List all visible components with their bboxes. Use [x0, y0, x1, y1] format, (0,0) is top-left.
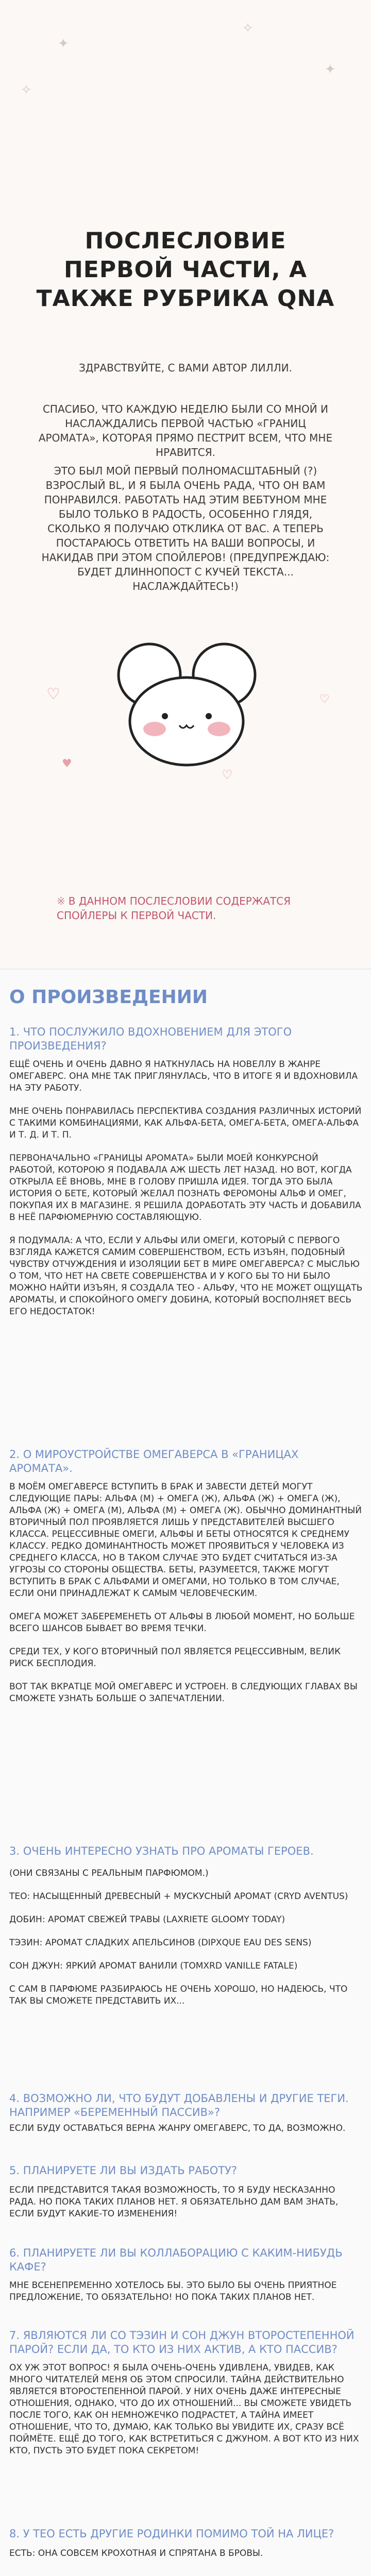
question-2: 2. О МИРОУСТРОЙСТВЕ ОМЕГАВЕРСА В «ГРАНИЦАХ АРОМАТА».	[9, 1448, 299, 1475]
answer-4	[9, 2123, 365, 2134]
sparkle-icon: ✦	[325, 62, 336, 77]
answer-paragraph: СОН ДЖУН: ЯРКИЙ АРОМАТ ВАНИЛИ (TOMXRD VANILLE FATALE)	[9, 1961, 298, 1971]
answer-paragraph: СРЕДИ ТЕХ, У КОГО ВТОРИЧНЫЙ ПОЛ ЯВЛЯЕТСЯ РЕЦЕССИВНЫМ, ВЕЛИК РИСК БЕСПЛОДИЯ.	[9, 1647, 341, 1669]
answer-paragraph: ПЕРВОНАЧАЛЬНО «ГРАНИЦЫ АРОМАТА» БЫЛИ МОЕЙ КОНКУРСНОЙ РАБОТОЙ, КОТОРОЮ Я ПОДАВАЛА АЖ ШЕСТЬ ЛЕТ НАЗАД. НО ВОТ, КОГДА ОТКРЫЛА ЕЁ ВНОВЬ, МНЕ В ГОЛОВУ ПРИШЛА ИДЕЯ. ТОГДА ЭТО БЫЛА ИСТОРИЯ О БЕТЕ, КОТОРЫЙ ЖЕЛАЛ ПОЗНАТЬ ФЕРОМОНЫ АЛЬФ И ОМЕГ, ПОКУПАЯ ИХ В МАГАЗИНЕ. Я РЕШИЛА ДОРАБОТАТЬ ЭТУ ЧАСТЬ И ДОБАВИЛА В НЕЁ ПАРФЮМЕРНУЮ СОСТАВЛЯЮЩУЮ.	[9, 1153, 361, 1223]
intro-paragraph-1: СПАСИБО, ЧТО КАЖДУЮ НЕДЕЛЮ БЫЛИ СО МНОЙ И НАСЛАЖДАЛИСЬ ПЕРВОЙ ЧАСТЬЮ «ГРАНИЦ АРОМАТА», КОТОРАЯ ПРЯМО ПЕСТРИТ ВСЕМ, ЧТО МНЕ НРАВИТСЯ.	[38, 403, 333, 459]
page-title: ПОСЛЕСЛОВИЕ ПЕРВОЙ ЧАСТИ, А ТАКЖЕ РУБРИКА QNA	[36, 228, 335, 312]
answer-2	[9, 1481, 365, 1705]
section-title: О ПРОИЗВЕДЕНИИ	[9, 987, 208, 1008]
mouse-eye-left	[162, 713, 168, 719]
question-7: 7. ЯВЛЯЮТСЯ ЛИ СО ТЭЗИН И СОН ДЖУН ВТОРОСТЕПЕННОЙ ПАРОЙ? ЕСЛИ ДА, ТО КТО ИЗ НИХ АКТИВ, А КТО ПАССИВ?	[9, 2329, 355, 2355]
mouse-cheek-right	[208, 722, 230, 736]
mouse-eye-right	[206, 713, 212, 719]
question-6: 6. ПЛАНИРУЕТЕ ЛИ ВЫ КОЛЛАБОРАЦИЮ С КАКИМ-НИБУДЬ КАФЕ?	[9, 2247, 343, 2273]
answer-paragraph: ОМЕГА МОЖЕТ ЗАБЕРЕМЕНЕТЬ ОТ АЛЬФЫ В ЛЮБОЙ МОМЕНТ, НО БОЛЬШЕ ВСЕГО ШАНСОВ БЫВАЕТ ВО ВРЕМЯ ТЕЧКИ.	[9, 1612, 355, 1634]
answer-paragraph: ЕСТЬ: ОНА СОВСЕМ КРОХОТНАЯ И СПРЯТАНА В БРОВЫ.	[9, 2548, 263, 2558]
answer-paragraph: ЕСЛИ ПРЕДСТАВИТСЯ ТАКАЯ ВОЗМОЖНОСТЬ, ТО Я БУДУ НЕСКАЗАННО РАДА. НО ПОКА ТАКИХ ПЛАНОВ НЕТ. Я ОБЯЗАТЕЛЬНО ДАМ ВАМ ЗНАТЬ, ЕСЛИ БУДУТ КАКИЕ-ТО ИЗМЕНЕНИЯ!	[9, 2185, 339, 2219]
heart-icon: ♡	[46, 685, 60, 703]
answer-6	[9, 2280, 365, 2303]
mouse-illustration	[103, 639, 268, 773]
heart-icon: ♥	[62, 757, 72, 770]
mouse-head	[130, 677, 243, 765]
question-8: 8. У ТЕО ЕСТЬ ДРУГИЕ РОДИНКИ ПОМИМО ТОЙ НА ЛИЦЕ?	[9, 2528, 334, 2540]
mouse-cheek-left	[143, 722, 166, 736]
answer-1	[9, 1059, 365, 1318]
answer-paragraph: МНЕ ОЧЕНЬ ПОНРАВИЛАСЬ ПЕРСПЕКТИВА СОЗДАНИЯ РАЗЛИЧНЫХ ИСТОРИЙ С ТАКИМИ КОМБИНАЦИЯМИ, КАК АЛЬФА-БЕТА, ОМЕГА-БЕТА, ОМЕГА-АЛЬФА И Т. Д. И Т. П.	[9, 1106, 362, 1140]
answer-paragraph: (ОНИ СВЯЗАНЫ С РЕАЛЬНЫМ ПАРФЮМОМ.)	[9, 1868, 209, 1878]
answer-paragraph: ТЭЗИН: АРОМАТ СЛАДКИХ АПЕЛЬСИНОВ (DIPXQUE EAU DES SENS)	[9, 1938, 312, 1948]
answer-paragraph: ЕЩЁ ОЧЕНЬ И ОЧЕНЬ ДАВНО Я НАТКНУЛАСЬ НА НОВЕЛЛУ В ЖАНРЕ ОМЕГАВЕРС. ОНА МНЕ ТАК ПРИГЛЯНУЛАСЬ, ЧТО В ИТОГЕ Я И ВДОХНОВИЛА НА ЭТУ РАБОТУ.	[9, 1059, 358, 1093]
sparkle-icon: ✧	[242, 21, 254, 36]
answer-paragraph: С САМ В ПАРФЮМЕ РАЗБИРАЮСЬ НЕ ОЧЕНЬ ХОРОШО, НО НАДЕЮСЬ, ЧТО ТАК ВЫ СМОЖЕТЕ ПРЕДСТАВИТЬ ИХ...	[9, 1984, 348, 2006]
answer-8	[9, 2548, 365, 2560]
answer-paragraph: ТЕО: НАСЫЩЕННЫЙ ДРЕВЕСНЫЙ + МУСКУСНЫЙ АРОМАТ (CRYD AVENTUS)	[9, 1891, 348, 1902]
answer-paragraph: ДОБИН: АРОМАТ СВЕЖЕЙ ТРАВЫ (LAXRIETE GLOOMY TODAY)	[9, 1914, 285, 1925]
answer-paragraph: МНЕ ВСЕНЕПРЕМЕННО ХОТЕЛОСЬ БЫ. ЭТО БЫЛО БЫ ОЧЕНЬ ПРИЯТНОЕ ПРЕДЛОЖЕНИЕ, ТО ОБЯЗАТЕЛЬНО! НО ПОКА ТАКИХ ПЛАНОВ НЕТ.	[9, 2280, 337, 2302]
question-3: 3. ОЧЕНЬ ИНТЕРЕСНО УЗНАТЬ ПРО АРОМАТЫ ГЕРОЕВ.	[9, 1845, 314, 1857]
question-5: 5. ПЛАНИРУЕТЕ ЛИ ВЫ ИЗДАТЬ РАБОТУ?	[9, 2164, 238, 2177]
answer-paragraph: ОХ УЖ ЭТОТ ВОПРОС! Я БЫЛА ОЧЕНЬ-ОЧЕНЬ УДИВЛЕНА, УВИДЕВ, КАК МНОГО ЧИТАТЕЛЕЙ МЕНЯ ОБ ЭТОМ СПРОСИЛИ. ТАЙНА ДЕЙСТВИТЕЛЬНО ЯВЛЯЕТСЯ ВТОРОСТЕПЕННОЙ ПАРОЙ. У НИХ ОЧЕНЬ ДАЖЕ ИНТЕРЕСНЫЕ ОТНОШЕНИЯ, ОДНАКО, ЧТО ДО ИХ ОТНОШЕНИЙ... ВЫ СМОЖЕТЕ УВИДЕТЬ ПОСЛЕ ТОГО, КАК ОН НЕМНОЖЕЧКО ПОДРАСТЕТ, А ТАЙНА ИМЕЕТ ОТНОШЕНИЕ, ЧТО ТО, ДУМАЮ, КАК ТОЛЬКО ВЫ УВИДИТЕ ИХ, СРАЗУ ВСЁ ПОЙМЁТЕ. ЕЩЁ ДО ТОГО, КАК ВСТРЕТИТЬСЯ С ДЖУНОМ. А ВОТ КТО ИЗ НИХ КТО, ПУСТЬ ЭТО БУДЕТ ПОКА СЕКРЕТОМ!	[9, 2363, 359, 2456]
answer-7	[9, 2362, 365, 2457]
spoiler-warning	[57, 894, 335, 923]
intro-paragraph-2: ЭТО БЫЛ МОЙ ПЕРВЫЙ ПОЛНОМАСШТАБНЫЙ (?) ВЗРОСЛЫЙ BL, И Я БЫЛА ОЧЕНЬ РАДА, ЧТО ОН ВАМ ПОНРАВИЛСЯ. РАБОТАТЬ НАД ЭТИМ ВЕБТУНОМ МНЕ БЫЛО ТОЛЬКО В РАДОСТЬ, ОСОБЕННО ГЛЯДЯ, СКОЛЬКО Я ПОЛУЧАЮ ОТКЛИКА ОТ ВАС. А ТЕПЕРЬ ПОСТАРАЮСЬ ОТВЕТИТЬ НА ВАШИ ВОПРОСЫ, И НАКИДАВ ПРИ ЭТОМ СПОЙЛЕРОВ! (ПРЕДУПРЕЖДАЮ: БУДЕТ ДЛИННОПОСТ С КУЧЕЙ ТЕКСТА... НАСЛАЖДАЙТЕСЬ!)	[41, 465, 330, 592]
sparkle-icon: ✦	[58, 36, 69, 52]
warning-mark-icon: ※	[57, 895, 65, 907]
heart-icon: ♡	[319, 693, 330, 706]
answer-paragraph: Я ПОДУМАЛА: А ЧТО, ЕСЛИ У АЛЬФЫ ИЛИ ОМЕГИ, КОТОРЫЙ С ПЕРВОГО ВЗГЛЯДА КАЖЕТСЯ САМИМ СОВЕРШЕНСТВОМ, ЕСТЬ ИЗЪЯН, ПОДОБНЫЙ ЧУВСТВУ ОТЧУЖДЕНИЯ И ИЗОЛЯЦИИ БЕТ В МИРЕ ОМЕГАВЕРСА? С МЫСЛЬЮ О ТОМ, ЧТО НЕТ НА СВЕТЕ СОВЕРШЕНСТВА И У КОГО БЫ ТО НИ БЫЛО МОЖНО НАЙТИ ИЗЪЯН, Я СОЗДАЛА ТЕО - АЛЬФУ, ЧТО НЕ МОЖЕТ ОЩУЩАТЬ АРОМАТЫ, И СПОКОЙНОГО ОМЕГУ ДОБИНА, КОТОРЫЙ ВОСПОЛНЯЕТ ВЕСЬ ЕГО НЕДОСТАТОК!	[9, 1235, 363, 1317]
question-4: 4. ВОЗМОЖНО ЛИ, ЧТО БУДУТ ДОБАВЛЕНЫ И ДРУГИЕ ТЕГИ. НАПРИМЕР «БЕРЕМЕННЫЙ ПАССИВ»?	[9, 2092, 349, 2119]
answer-3	[9, 1868, 365, 2007]
sparkle-icon: ✧	[21, 82, 32, 98]
answer-5	[9, 2184, 365, 2220]
answer-paragraph: ВОТ ТАК ВКРАТЦЕ МОЙ ОМЕГАВЕРС И УСТРОЕН. В СЛЕДУЮЩИХ ГЛАВАХ ВЫ СМОЖЕТЕ УЗНАТЬ БОЛЬШЕ О ЗАПЕЧАТЛЕНИИ.	[9, 1682, 358, 1704]
question-1: 1. ЧТО ПОСЛУЖИЛО ВДОХНОВЕНИЕМ ДЛЯ ЭТОГО ПРОИЗВЕДЕНИЯ?	[9, 1026, 292, 1052]
answer-paragraph: В МОЁМ ОМЕГАВЕРСЕ ВСТУПИТЬ В БРАК И ЗАВЕСТИ ДЕТЕЙ МОГУТ СЛЕДУЮЩИЕ ПАРЫ: АЛЬФА (М) + ОМЕГА (Ж), АЛЬФА (Ж) + ОМЕГА (Ж), АЛЬФА (Ж) + ОМЕГА (М), АЛЬФА (М) + ОМЕГА (Ж). ОБЫЧНО ДОМИНАНТНЫЙ ВТОРИЧНЫЙ ПОЛ ПРОЯВЛЯЕТСЯ ЛИШЬ У ПРЕДСТАВИТЕЛЕЙ ВЫСШЕГО КЛАССА. РЕЦЕССИВНЫЕ ОМЕГИ, АЛЬФЫ И БЕТЫ ОТНОСЯТСЯ К СРЕДНЕМУ КЛАССУ. РЕДКО ДОМИНАНТНОСТЬ МОЖЕТ ПРОЯВИТЬСЯ У ЧЕЛОВЕКА ИЗ СРЕДНЕГО КЛАССА, НО В ТАКОМ СЛУЧАЕ ЭТО БУДЕТ СЧИТАТЬСЯ ИЗ-ЗА УГРОЗЫ СО СТОРОНЫ ОБЩЕСТВА. БЕТЫ, РАЗУМЕЕТСЯ, ТАКЖЕ МОГУТ ВСТУПИТЬ В БРАК С АЛЬФАМИ И ОМЕГАМИ, НО ТОЛЬКО В ТОМ СЛУЧАЕ, ЕСЛИ ОНИ ПРИНАДЛЕЖАТ К САМЫМ ЧЕЛОВЕЧЕСКИМ.	[9, 1482, 362, 1599]
heart-icon: ♡	[222, 768, 233, 782]
intro-greeting: ЗДРАВСТВУЙТЕ, С ВАМИ АВТОР ЛИЛЛИ.	[78, 362, 292, 374]
answer-paragraph: ЕСЛИ БУДУ ОСТАВАТЬСЯ ВЕРНА ЖАНРУ ОМЕГАВЕРС, ТО ДА, ВОЗМОЖНО.	[9, 2123, 346, 2133]
spoiler-warning-text: В ДАННОМ ПОСЛЕСЛОВИИ СОДЕРЖАТСЯ СПОЙЛЕРЫ К ПЕРВОЙ ЧАСТИ.	[57, 895, 291, 922]
